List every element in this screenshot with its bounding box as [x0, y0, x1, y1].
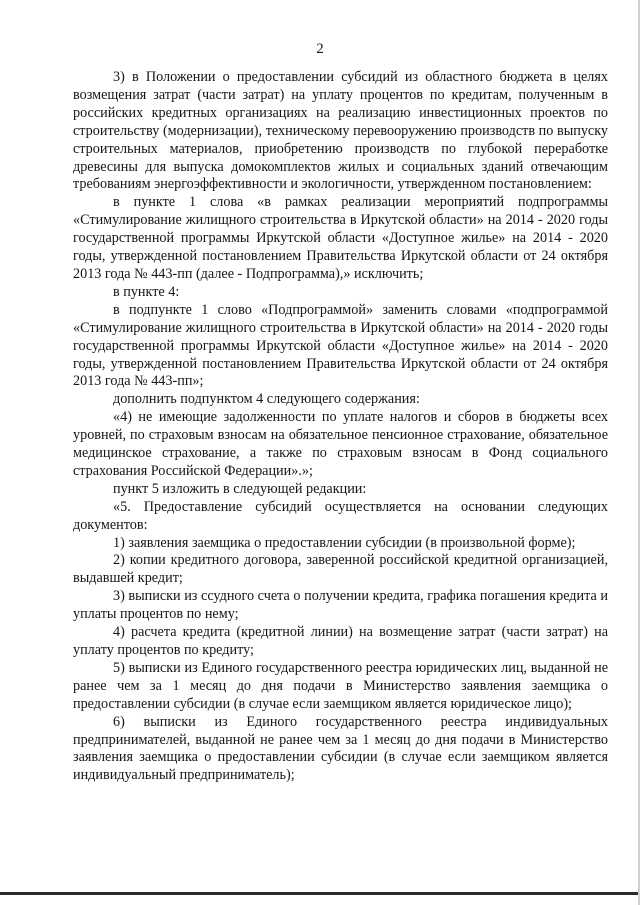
- paragraph-clause-5-intro: пункт 5 изложить в следующей редакции:: [113, 480, 367, 497]
- page-bottom-border: [0, 892, 640, 895]
- list-item-3: 3) выписки из ссудного счета о получении кредита, графика погашения кредита и уплаты процентов по нему;: [73, 588, 608, 623]
- page-number: 2: [316, 41, 324, 57]
- paragraph-subclause-4-text: «4) не имеющие задолженности по уплате налогов и сборов в бюджеты всех уровней, по страховым взносам на обязательное пенсионное страхование, обязательное медицинское страхование, а также по страховым взносам в Фонд социального страхования Российской Федерации».»;: [73, 409, 608, 479]
- paragraph-item-3: 3) в Положении о предоставлении субсидий из областного бюджета в целях возмещения затрат (части затрат) на уплату процентов по кредитам, полученным в российских кредитных организациях на реализацию инвестиционных проектов по строительству (модернизации), техническому перевооружению производств по выпуску строительных материалов, приобретению производств по глубокой переработке древесины для выпуска домокомплектов жилых и социальных зданий отвечающим требованиям энергоэффективности и экологичности, утвержденном постановлением:: [73, 69, 608, 193]
- paragraph-add-subclause-4: дополнить подпунктом 4 следующего содержания:: [113, 391, 420, 408]
- paragraph-subclause-1: в подпункте 1 слово «Подпрограммой» заменить словами «подпрограммой «Стимулирование жилищного строительства в Иркутской области» на 2014 - 2020 годы государственной программы Иркутской области «Доступное жилье» на 2014 - 2020 годы, утвержденной постановлением Правительства Иркутской области от 24 октября 2013 года № 443-пп»;: [73, 301, 608, 390]
- paragraph-clause-4-intro: в пункте 4:: [113, 283, 180, 300]
- list-item-4: 4) расчета кредита (кредитной линии) на возмещение затрат (части затрат) на уплату процентов по кредиту;: [73, 624, 608, 658]
- paragraph-clause-1: в пункте 1 слова «в рамках реализации мероприятий подпрограммы «Стимулирование жилищного строительства в Иркутской области» на 2014 - 2020 годы государственной программы Иркутской области «Доступное жилье» на 2014 - 2020 годы, утвержденной постановлением Правительства Иркутской области от 24 октября 2013 года № 443-пп (далее - Подпрограмма),» исключить;: [73, 194, 608, 282]
- list-item-6: 6) выписки из Единого государственного реестра индивидуальных предпринимателей, выданной не ранее чем за 1 месяц до дня подачи в Министерство заявления заемщика о предоставлении субсидии (в случае если заемщиком является индивидуальный предприниматель);: [73, 713, 608, 784]
- document-body: [73, 69, 608, 785]
- list-item-2: 2) копии кредитного договора, заверенной российской кредитной организацией, выдавшей кредит;: [73, 552, 608, 587]
- paragraph-clause-5-text: «5. Предоставление субсидий осуществляется на основании следующих документов:: [73, 498, 608, 533]
- list-item-5: 5) выписки из Единого государственного реестра юридических лиц, выданной не ранее чем за 1 месяц до дня подачи в Министерство заявления заемщика о предоставлении субсидии (в случае если заемщиком является юридическое лицо);: [73, 659, 608, 712]
- list-item-1: 1) заявления заемщика о предоставлении субсидии (в произвольной форме);: [113, 534, 576, 551]
